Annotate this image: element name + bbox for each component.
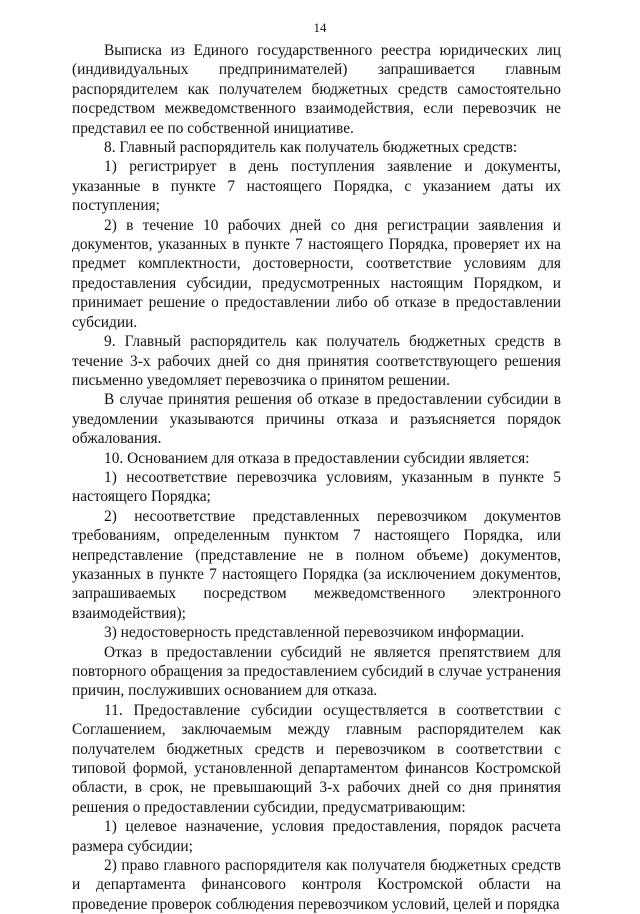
paragraph-item-10-2: 2) несоответствие представленных перевозчиком документов требованиям, определенным пунктом 7 настоящего Порядка, или непредставление (представление не в полном объеме) документов, указанных в пункте 7 настоящего Порядка (за исключением документов, запрашиваемых посредством межведомственного электронного взаимодействия); (72, 507, 561, 622)
paragraph-item-10-1: 1) несоответствие перевозчика условиям, указанным в пункте 5 настоящего Порядка; (72, 468, 561, 506)
paragraph-item-11: 11. Предоставление субсидии осуществляется в соответствии с Соглашением, заключаемым между главным распорядителем как получателем бюджетных средств и перевозчиком в соответствии с типовой формой, установленной департаментом финансов Костромской области, в срок, не превышающий 3-х рабочих дней со дня принятия решения о предоставлении субсидии, предусматривающим: (72, 701, 561, 816)
paragraph-refusal-not-obstacle: Отказ в предоставлении субсидий не является препятствием для повторного обращения за предоставлением субсидий в случае устранения причин, послуживших основанием для отказа. (72, 643, 561, 700)
paragraph-item-9: 9. Главный распорядитель как получатель бюджетных средств в течение 3-х рабочих дней со дня принятия соответствующего решения письменно уведомляет перевозчика о принятом решении. (72, 333, 561, 389)
paragraph-item-8-2: 2) в течение 10 рабочих дней со дня регистрации заявления и документов, указанных в пункте 7 настоящего Порядка, проверяет их на предмет комплектности, достоверности, соответствие условиям для предоставления субсидии, предусмотренных настоящим Порядком, и принимает решение о предоставлении либо об отказе в предоставлении субсидии. (72, 216, 561, 331)
paragraph-item-10: 10. Основанием для отказа в предоставлении субсидии является: (104, 449, 530, 467)
paragraph-item-11-1: 1) целевое назначение, условия предоставления, порядок расчета размера субсидии; (72, 818, 561, 855)
page-number: 14 (313, 20, 327, 35)
paragraph-egrul-extract: Выписка из Единого государственного реестра юридических лиц (индивидуальных предпринимателей) запрашивается главным распорядителем как получателем бюджетных средств самостоятельно посредством межведомственного взаимодействия, если перевозчик не представил ее по собственной инициативе. (72, 42, 561, 137)
paragraph-item-10-3: 3) недостоверность представленной перевозчиком информации. (104, 624, 525, 642)
paragraph-item-11-2: 2) право главного распорядителя как получателя бюджетных средств и департамента финансового контроля Костромской области на проведение проверок соблюдения перевозчиком условий, целей и порядка (72, 857, 561, 913)
paragraph-item-8-1: 1) регистрирует в день поступления заявление и документы, указанные в пункте 7 настоящего Порядка, с указанием даты их поступления; (72, 158, 561, 215)
paragraph-refusal-notice: В случае принятия решения об отказе в предоставлении субсидии в уведомлении указываются причины отказа и разъясняется порядок обжалования. (72, 391, 561, 448)
paragraph-item-8: 8. Главный распорядитель как получатель бюджетных средств: (104, 139, 518, 157)
document-body (72, 41, 561, 914)
